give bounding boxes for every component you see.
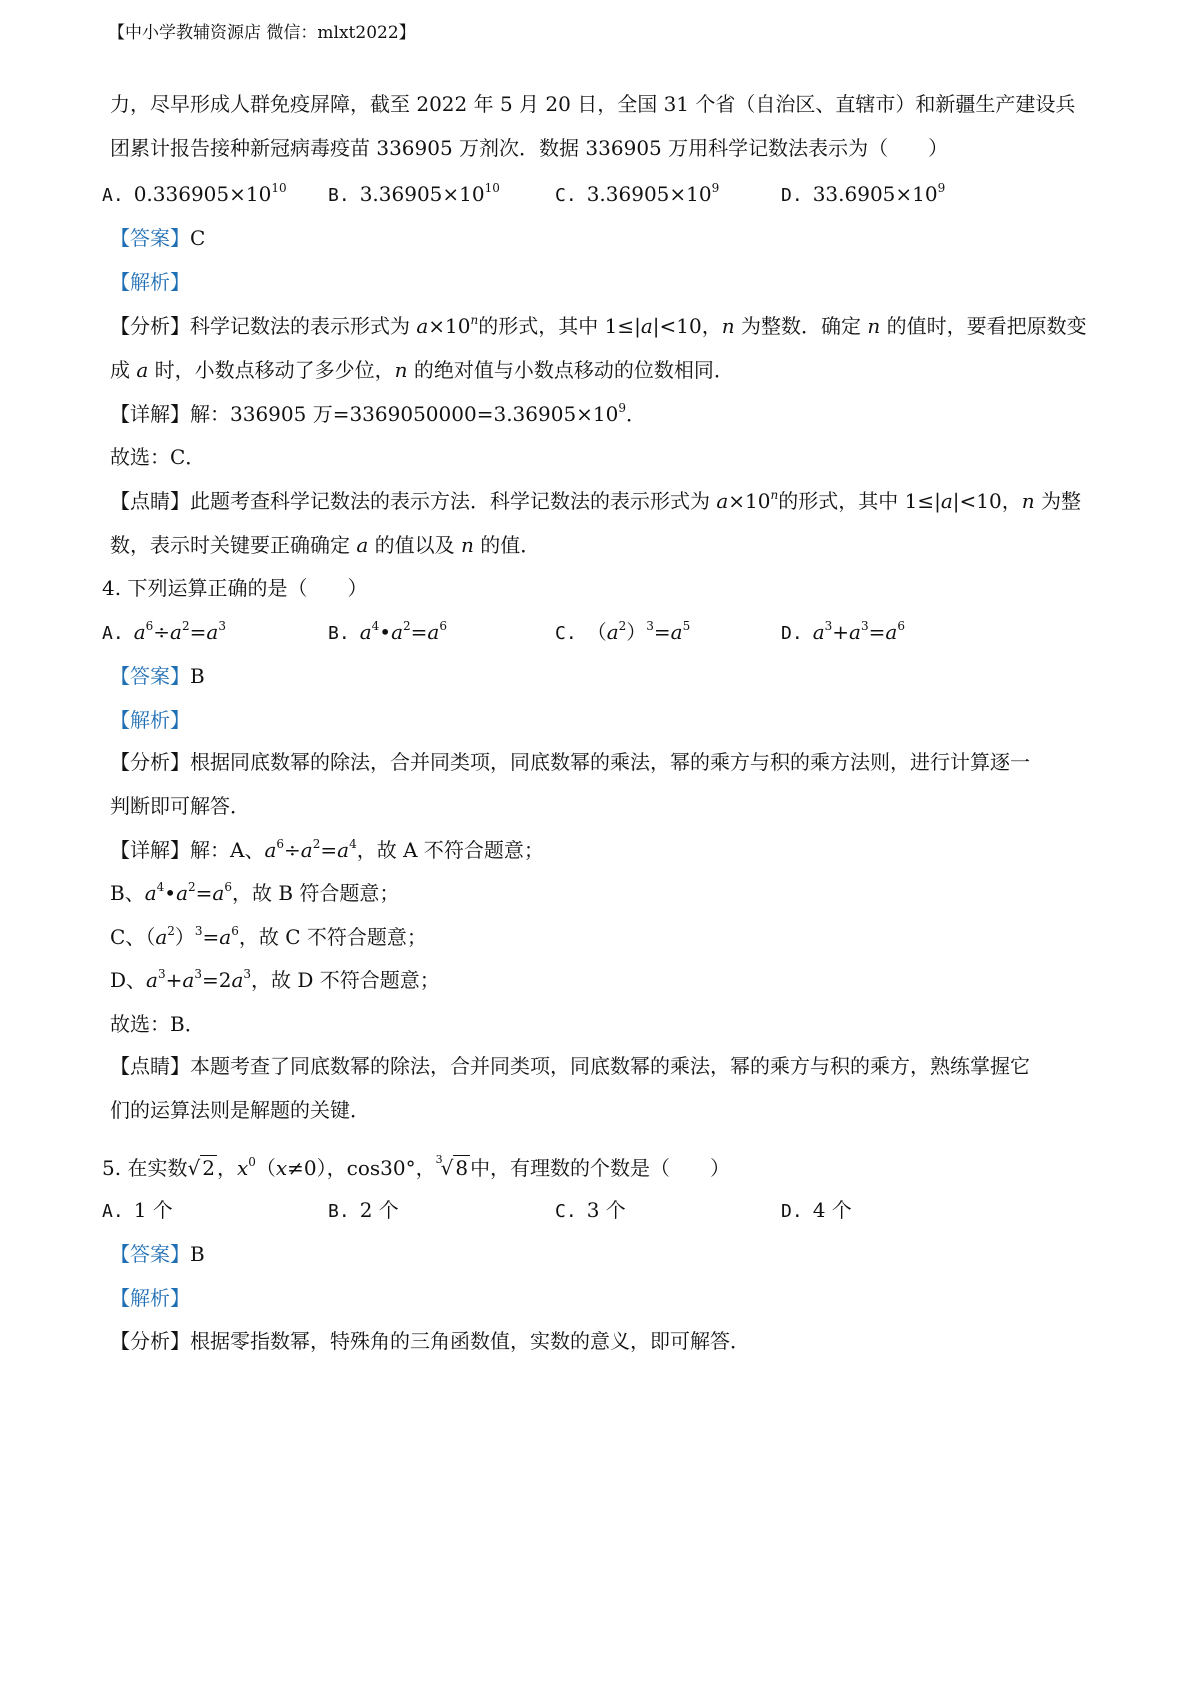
q4-detail-b: B、$a^4•a^2=a^6$，故 B 符合题意；: [110, 880, 400, 905]
q3-stem-line2: 团累计报告接种新冠病毒疫苗 336905 万剂次．数据 336905 万用科学记数法表示为（ ）: [110, 136, 949, 160]
q4-option-d: D. $a^3+a^3=a^6$: [781, 619, 905, 644]
q4-answer: 【答案】B: [110, 664, 205, 688]
q3-fenxi-line2: 成 a 时，小数点移动了多少位，n 的绝对值与小数点移动的位数相同．: [110, 358, 734, 382]
q4-fenxi-line1: 【分析】根据同底数幂的除法，合并同类项，同底数幂的乘法，幂的乘方与积的乘方法则，进行计算逐一: [110, 750, 1030, 774]
q3-option-c: C. $3.36905\times 10^9$: [555, 181, 720, 206]
sqrt-2: √ 2: [187, 1156, 215, 1180]
q4-detail-c: C、$(a^2)^3=a^6$，故 C 不符合题意；: [110, 924, 427, 949]
q3-dianjing-line2: 数，表示时关键要正确确定 a 的值以及 n 的值．: [110, 533, 541, 557]
q5-jiexi-tag: 【解析】: [110, 1286, 190, 1310]
q4-dianjing-line2: 们的运算法则是解题的关键．: [110, 1098, 370, 1122]
q4-guxuan: 故选：B．: [110, 1012, 205, 1036]
q3-dianjing-line1: 【点睛】此题考查科学记数法的表示方法．科学记数法的表示形式为 $a\times 10^n$的形式，其中 1≤|a|<10，n 为整: [110, 488, 1081, 513]
q5-option-d: D. 4 个: [781, 1198, 852, 1222]
q5-fenxi: 【分析】根据零指数幂，特殊角的三角函数值，实数的意义，即可解答．: [110, 1329, 750, 1353]
q5-answer: 【答案】B: [110, 1242, 205, 1266]
q4-option-c: C. $(a^2)^3=a^5$: [555, 619, 691, 644]
q3-fenxi-line1: 【分析】科学记数法的表示形式为 $a\times 10^n$的形式，其中 1≤|a|<10，n 为整数．确定 n 的值时，要看把原数变: [110, 313, 1087, 338]
q3-stem-line1: 力，尽早形成人群免疫屏障，截至 2022 年 5 月 20 日，全国 31 个省（自治区、直辖市）和新疆生产建设兵: [110, 92, 1076, 116]
q3-guxuan: 故选：C．: [110, 445, 206, 469]
q4-option-b: B. $a^4•a^2=a^6$: [328, 619, 447, 644]
q3-answer: 【答案】C: [110, 226, 206, 250]
q5-stem: 5. 在实数√ 2 ，$x^0(x\ne 0)$，cos30°，$^3$√ 8 中，有理数的个数是（ ）: [102, 1146, 730, 1182]
q4-dianjing-line1: 【点睛】本题考查了同底数幂的除法，合并同类项，同底数幂的乘法，幂的乘方与积的乘方，熟练掌握它: [110, 1054, 1030, 1078]
q5-option-a: A. 1 个: [102, 1198, 173, 1222]
q4-detail-a: 【详解】解：A、$a^6\div a^2=a^4$，故 A 不符合题意；: [110, 837, 544, 862]
q5-option-b: B. 2 个: [328, 1198, 399, 1222]
q3-option-a: A. $0.336905\times 10^{10}$: [102, 181, 287, 206]
q4-jiexi-tag: 【解析】: [110, 708, 190, 732]
q3-xiangjie: 【详解】解：336905 万$=3369050000=3.36905\times 10^9$．: [110, 401, 647, 426]
q4-detail-d: D、$a^3+a^3=2a^3$，故 D 不符合题意；: [110, 967, 440, 992]
q5-option-c: C. 3 个: [555, 1198, 626, 1222]
q4-fenxi-line2: 判断即可解答．: [110, 794, 250, 818]
q4-stem: 4. 下列运算正确的是（ ）: [102, 576, 368, 600]
q3-option-b: B. $3.36905\times 10^{10}$: [328, 181, 500, 206]
q4-option-a: A. $a^6\div a^2=a^3$: [102, 619, 226, 644]
watermark: 【中小学教辅资源店 微信：mlxt2022】: [108, 23, 416, 43]
q3-jiexi-tag: 【解析】: [110, 270, 190, 294]
cube-root-8: $^3$√ 8: [435, 1153, 469, 1180]
q3-option-d: D. $33.6905\times 10^9$: [781, 181, 946, 206]
